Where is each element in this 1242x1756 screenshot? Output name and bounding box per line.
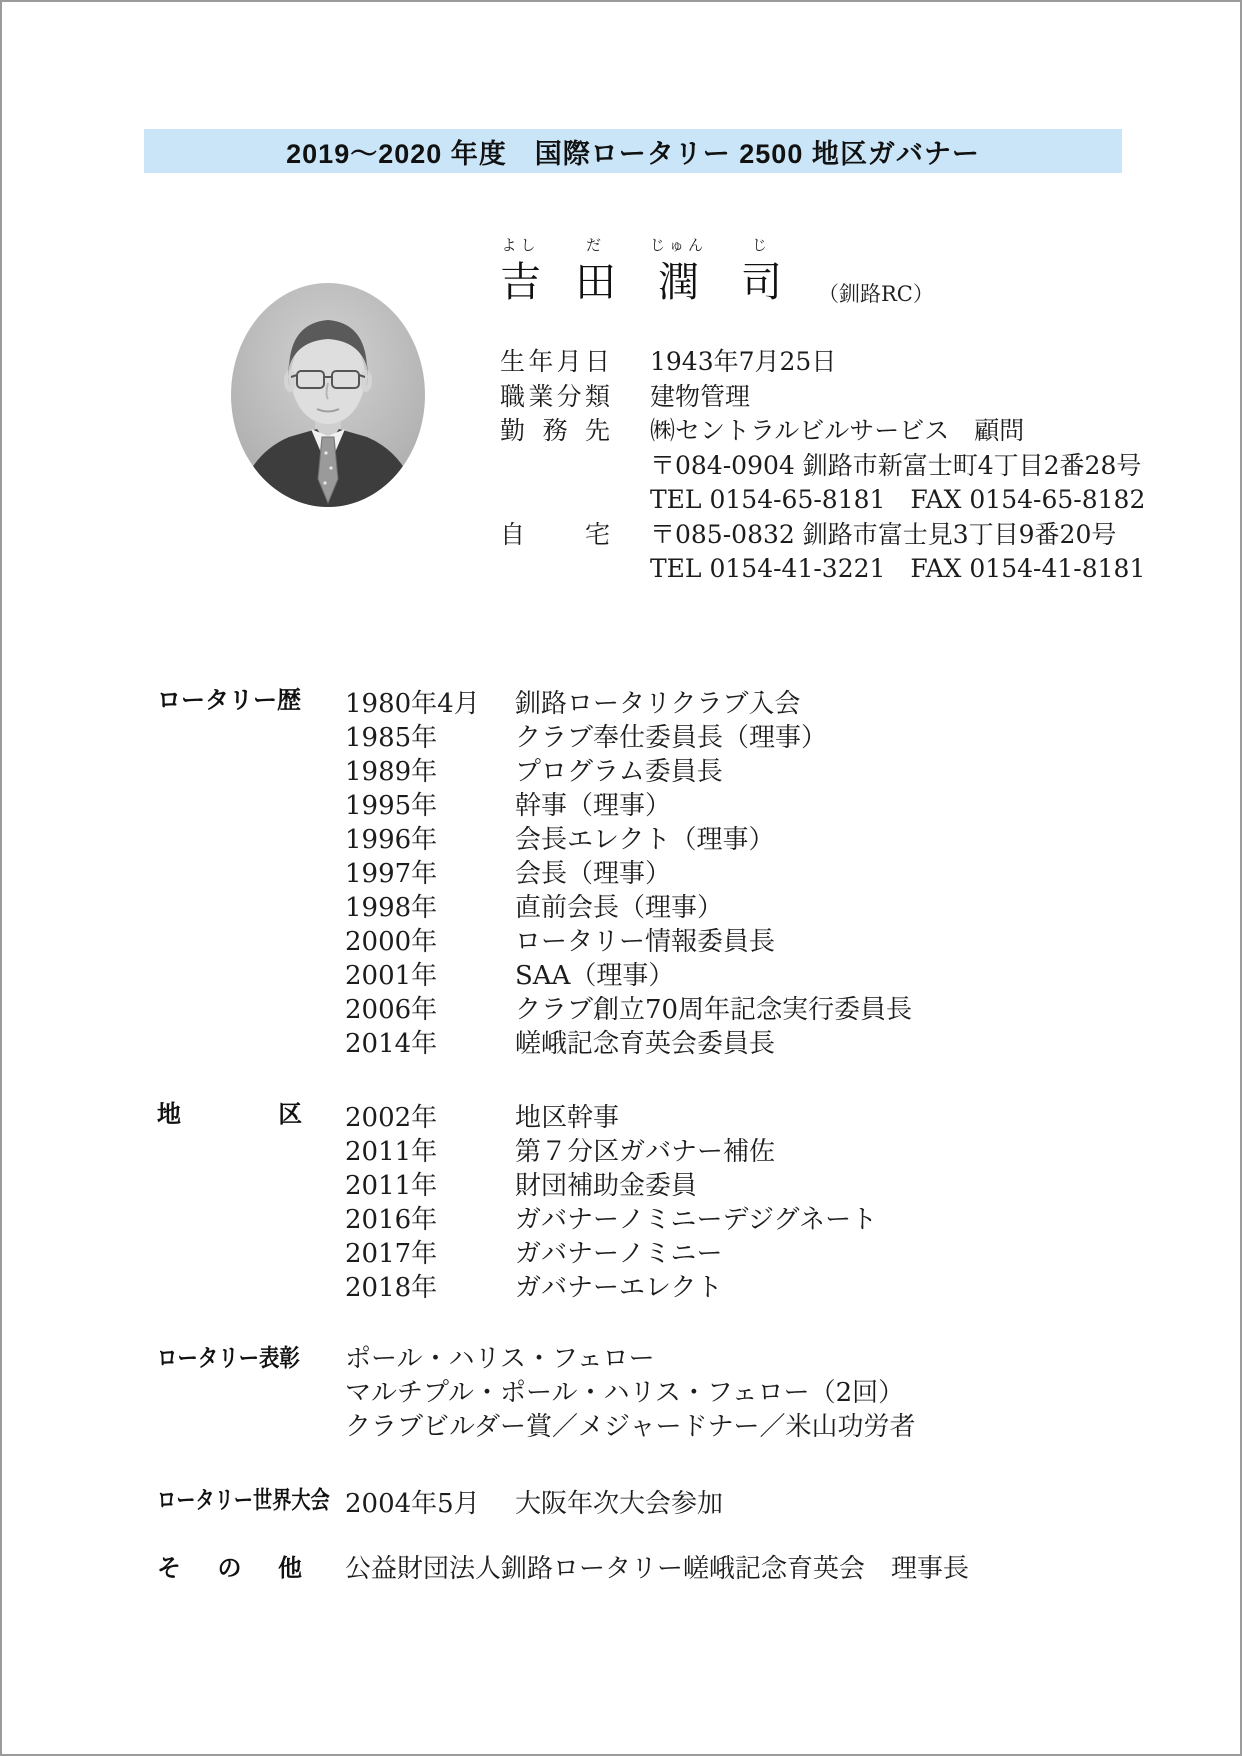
row-year: 2002年 (345, 1102, 438, 1133)
history-row (345, 1024, 1157, 1058)
row-year: 2011年 (345, 1170, 438, 1201)
info-row (500, 550, 1145, 585)
info-value: 建物管理 (650, 381, 751, 411)
row-year: 1985年 (345, 722, 438, 753)
district-row (345, 1234, 1157, 1268)
club-affiliation: （釧路RC） (818, 282, 934, 306)
row-year: 2011年 (345, 1136, 438, 1167)
district-rows (345, 1098, 1157, 1302)
row-description: プログラム委員長 (515, 756, 723, 787)
rotary-history-rows (345, 684, 1157, 1058)
row-year: 1995年 (345, 790, 438, 821)
name-kanji: 司 (741, 258, 783, 306)
row-year: 2004年5月 (345, 1488, 480, 1519)
row-year: 1980年4月 (345, 688, 480, 719)
personal-info (500, 343, 1145, 585)
name-unit (575, 236, 616, 306)
district-row (345, 1098, 1157, 1132)
portrait-photo-image (231, 283, 425, 507)
section-awards (157, 1342, 1157, 1444)
name-unit (650, 236, 708, 306)
row-year: 1997年 (345, 858, 438, 889)
row-description: クラブ奉仕委員長（理事） (515, 722, 828, 753)
row-year: 2016年 (345, 1204, 438, 1235)
name-furigana: よし (501, 236, 540, 254)
history-row (345, 888, 1157, 922)
row-description: ガバナーノミニー (515, 1238, 723, 1269)
row-description: ガバナーエレクト (515, 1272, 723, 1303)
info-row (500, 378, 1145, 413)
history-row (345, 786, 1157, 820)
section-other (157, 1552, 1157, 1586)
info-value: 〒084-0904 釧路市新富士町4丁目2番28号 (650, 450, 1142, 480)
row-year: 2017年 (345, 1238, 438, 1269)
award-row: マルチプル・ポール・ハリス・フェロー（2回） (345, 1378, 905, 1408)
info-value: 1943年7月25日 (650, 347, 837, 377)
row-year: 1998年 (345, 892, 438, 923)
row-description: ロータリー情報委員長 (515, 926, 776, 957)
row-year: 2018年 (345, 1272, 438, 1303)
history-row (345, 990, 1157, 1024)
row-year: 2006年 (345, 994, 438, 1025)
page-title: 2019～2020 年度 国際ロータリー 2500 地区ガバナー (286, 138, 980, 169)
info-row (500, 412, 1145, 447)
section-label-district: 地区 (157, 1101, 302, 1128)
row-description: 財団補助金委員 (515, 1170, 698, 1201)
section-district (157, 1098, 1157, 1302)
district-row (345, 1132, 1157, 1166)
row-description: 会長（理事） (515, 858, 672, 889)
section-convention (157, 1484, 1157, 1518)
history-row (345, 854, 1157, 888)
convention-row (345, 1484, 1157, 1518)
history-row (345, 956, 1157, 990)
row-description: 大阪年次大会参加 (515, 1488, 724, 1519)
info-row (500, 516, 1145, 551)
portrait-photo (231, 283, 425, 507)
district-row (345, 1200, 1157, 1234)
history-row (345, 684, 1157, 718)
history-row (345, 922, 1157, 956)
district-row (345, 1268, 1157, 1302)
section-label-other: その他 (157, 1555, 302, 1582)
row-description: 地区幹事 (515, 1102, 620, 1133)
name-furigana: じ (752, 236, 772, 254)
history-row (345, 752, 1157, 786)
info-row (500, 343, 1145, 378)
row-description: 会長エレクト（理事） (515, 824, 775, 855)
row-year: 1989年 (345, 756, 438, 787)
award-row: ポール・ハリス・フェロー (345, 1344, 655, 1374)
history-row (345, 820, 1157, 854)
name-kanji: 吉 (500, 258, 541, 306)
district-row (345, 1166, 1157, 1200)
row-year: 1996年 (345, 824, 438, 855)
row-year: 2014年 (345, 1028, 438, 1059)
info-row (500, 447, 1145, 482)
info-value: ㈱セントラルビルサービス 顧問 (650, 416, 1025, 446)
section-label-rotary-history: ロータリー歴 (157, 687, 301, 714)
info-value: 〒085-0832 釧路市富士見3丁目9番20号 (650, 519, 1117, 549)
info-label: 勤務先 (500, 416, 610, 446)
row-year: 2001年 (345, 960, 438, 991)
header-band (144, 129, 1122, 173)
info-value: TEL 0154-41-3221 FAX 0154-41-8181 (650, 554, 1146, 584)
name-furigana: じゅん (650, 236, 708, 254)
name-furigana: だ (585, 236, 605, 254)
row-description: 幹事（理事） (515, 790, 672, 821)
name-kanji: 潤 (658, 258, 699, 306)
history-row (345, 718, 1157, 752)
row-description: 釧路ロータリクラブ入会 (515, 688, 801, 719)
section-rotary-history (157, 684, 1157, 1058)
row-description: 嵯峨記念育英会委員長 (515, 1028, 776, 1059)
other-row: 公益財団法人釧路ロータリー嵯峨記念育英会 理事長 (345, 1554, 970, 1584)
row-description: SAA（理事） (515, 960, 675, 991)
name-unit (500, 236, 541, 306)
row-description: ガバナーノミニーデジグネート (515, 1204, 878, 1235)
award-row: クラブビルダー賞／メジャードナー／米山功労者 (345, 1412, 916, 1442)
name-block (500, 236, 783, 306)
info-label: 職業分類 (500, 381, 610, 411)
name-kanji: 田 (575, 258, 616, 306)
section-label-awards: ロータリー表彰 (157, 1345, 300, 1372)
info-label: 生年月日 (500, 347, 610, 377)
row-description: クラブ創立70周年記念実行委員長 (515, 994, 913, 1025)
row-description: 第７分区ガバナー補佐 (515, 1136, 776, 1167)
info-value: TEL 0154-65-8181 FAX 0154-65-8182 (650, 485, 1146, 515)
name-unit (741, 236, 783, 306)
award-rows (345, 1342, 1157, 1444)
info-row (500, 481, 1145, 516)
row-description: 直前会長（理事） (515, 892, 724, 923)
row-year: 2000年 (345, 926, 438, 957)
info-label: 自宅 (500, 519, 610, 549)
section-label-convention: ロータリー世界大会 (157, 1487, 330, 1514)
